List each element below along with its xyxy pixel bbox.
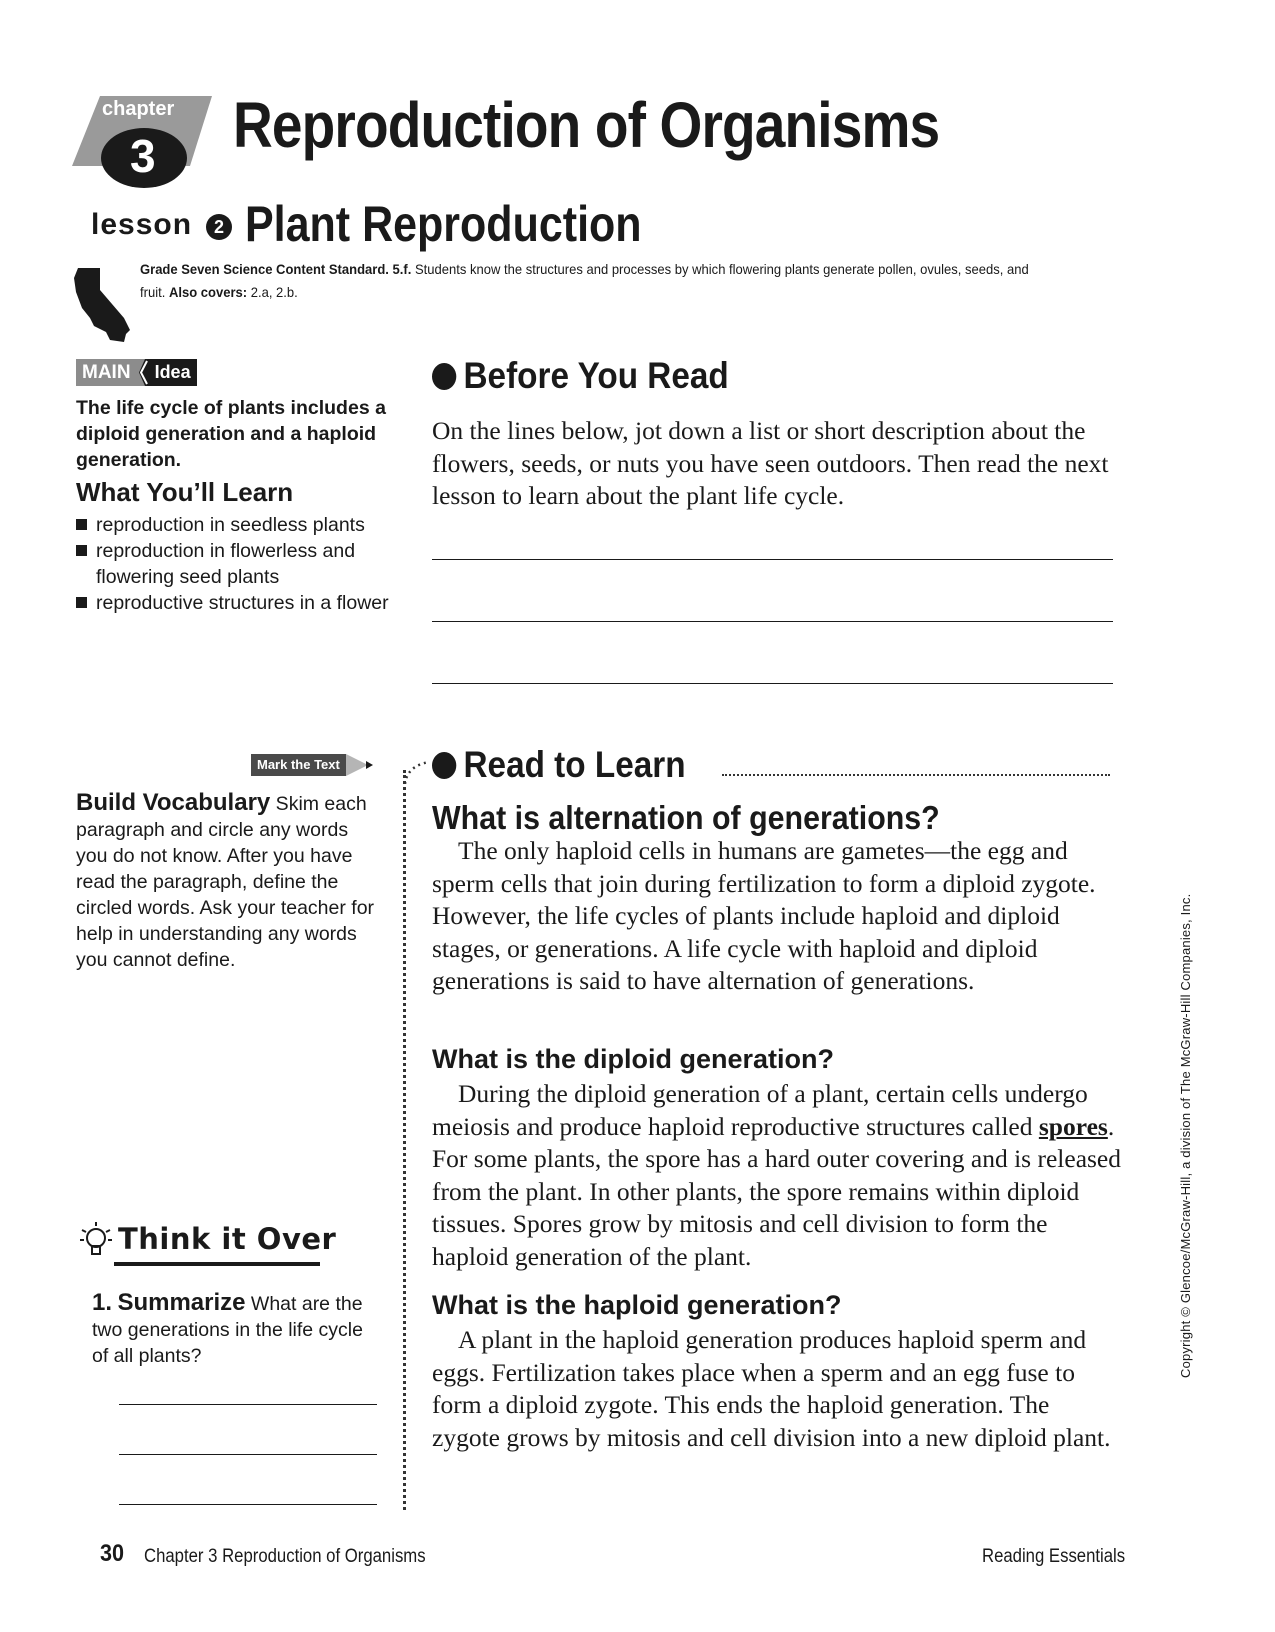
- section-heading: What is alternation of generations?: [432, 799, 940, 836]
- pencil-tip-icon: [366, 761, 373, 769]
- before-you-read-heading: [432, 355, 729, 397]
- read-to-learn-title: Read to Learn: [463, 744, 686, 785]
- also-covers-label: Also covers:: [168, 284, 248, 300]
- section-text-part: During the diploid generation of a plant, certain cells undergo meiosis and produce haploid reproductive structures called: [432, 1079, 1088, 1141]
- section-text: [432, 1078, 1122, 1273]
- build-vocabulary-title: Build Vocabulary: [76, 789, 271, 816]
- before-you-read-title: Before You Read: [463, 355, 729, 396]
- answer-line[interactable]: [432, 559, 1113, 560]
- california-map-icon: [74, 268, 134, 342]
- content-standard: [140, 258, 1033, 304]
- chapter-title: Reproduction of Organisms: [233, 89, 940, 161]
- question-1: [92, 1290, 382, 1369]
- main-idea-main: MAIN: [76, 359, 137, 386]
- heading-underline: [114, 1262, 320, 1266]
- list-item: reproduction in flowerless and flowering seed plants: [76, 538, 396, 590]
- standard-text: Students know the structures and processes by which flowering plants generate pollen, ovules, seeds, and fruit.: [140, 261, 1029, 300]
- section-heading: What is the haploid generation?: [432, 1290, 842, 1320]
- page-number: 30: [100, 1540, 125, 1567]
- standard-label: Grade Seven Science Content Standard. 5.f.: [140, 261, 412, 277]
- answer-line[interactable]: [119, 1504, 377, 1505]
- chapter-badge: [72, 96, 212, 196]
- lesson-word: lesson: [91, 208, 193, 241]
- divider-curve: [403, 760, 431, 784]
- main-idea-idea: Idea: [151, 359, 197, 386]
- lightbulb-icon: [78, 1220, 114, 1260]
- learn-list: [76, 512, 396, 616]
- answer-line[interactable]: [119, 1404, 377, 1405]
- answer-line[interactable]: [119, 1454, 377, 1455]
- before-you-read-text: On the lines below, jot down a list or short description about the flowers, seeds, or nuts you have seen outdoors. Then read the next lesson to learn about the plant life cycle.: [432, 416, 1109, 510]
- read-to-learn-heading: [432, 744, 686, 786]
- section-text: The only haploid cells in humans are gametes—the egg and sperm cells that join during fertilization to form a diploid zygote. However, the life cycles of plants include haploid and diploid stages, or generations. A life cycle with haploid and diploid generations is said to have alternation of generations.: [432, 836, 1096, 995]
- build-vocabulary-text: Skim each paragraph and circle any words you do not know. After you have read the paragraph, define the circled words. Ask your teacher for help in understanding any words you cannot define.: [76, 793, 375, 971]
- footer-chapter: Chapter 3 Reproduction of Organisms: [144, 1546, 426, 1567]
- section-text-part: . For some plants, the spore has a hard outer covering and is released from the plant. In other plants, the spore remains within diploid tissues. Spores grow by mitosis and cell division to form the haploid generation of the plant.: [432, 1111, 1121, 1271]
- section-text: A plant in the haploid generation produces haploid sperm and eggs. Fertilization takes place when a sperm and an egg fuse to form a diploid zygote. This ends the haploid generation. The zygote grows by mitosis and cell division into a new diploid plant.: [432, 1325, 1111, 1452]
- section-heading: What is the diploid generation?: [432, 1044, 834, 1074]
- question-label: Summarize: [117, 1289, 246, 1316]
- chapter-number: 3: [130, 130, 156, 182]
- question-text: What are the two generations in the life cycle of all plants?: [92, 1293, 363, 1367]
- what-youll-learn-heading: What You’ll Learn: [76, 477, 294, 507]
- pencil-icon: [346, 754, 368, 776]
- think-it-over-heading: Think it Over: [118, 1222, 337, 1256]
- mark-the-text-tag: [251, 753, 373, 777]
- question-number: 1.: [92, 1289, 113, 1316]
- main-idea-badge: [76, 359, 197, 386]
- build-vocabulary-note: [76, 790, 376, 973]
- lesson-title: Plant Reproduction: [245, 196, 642, 252]
- copyright-notice: Copyright © Glencoe/McGraw-Hill, a division of The McGraw-Hill Companies, Inc.: [1178, 893, 1193, 1378]
- heading-dotted-rule: [722, 774, 1110, 776]
- also-covers-text: 2.a, 2.b.: [247, 284, 298, 300]
- list-item: reproductive structures in a flower: [76, 590, 396, 616]
- answer-line[interactable]: [432, 683, 1113, 684]
- chapter-word: chapter: [102, 98, 175, 120]
- column-divider: [403, 770, 406, 1510]
- list-item: reproduction in seedless plants: [76, 512, 396, 538]
- mark-the-text-label: Mark the Text: [251, 754, 346, 776]
- vocab-term-spores: spores: [1038, 1111, 1108, 1141]
- chevron-left-icon: [137, 359, 151, 386]
- footer-book-title: Reading Essentials: [982, 1546, 1126, 1567]
- lesson-number: 2: [206, 214, 232, 240]
- answer-line[interactable]: [432, 621, 1113, 622]
- main-idea-text: The life cycle of plants includes a diploid generation and a haploid generation.: [76, 397, 386, 471]
- bullet-icon: [432, 363, 456, 390]
- bullet-icon: [432, 752, 456, 779]
